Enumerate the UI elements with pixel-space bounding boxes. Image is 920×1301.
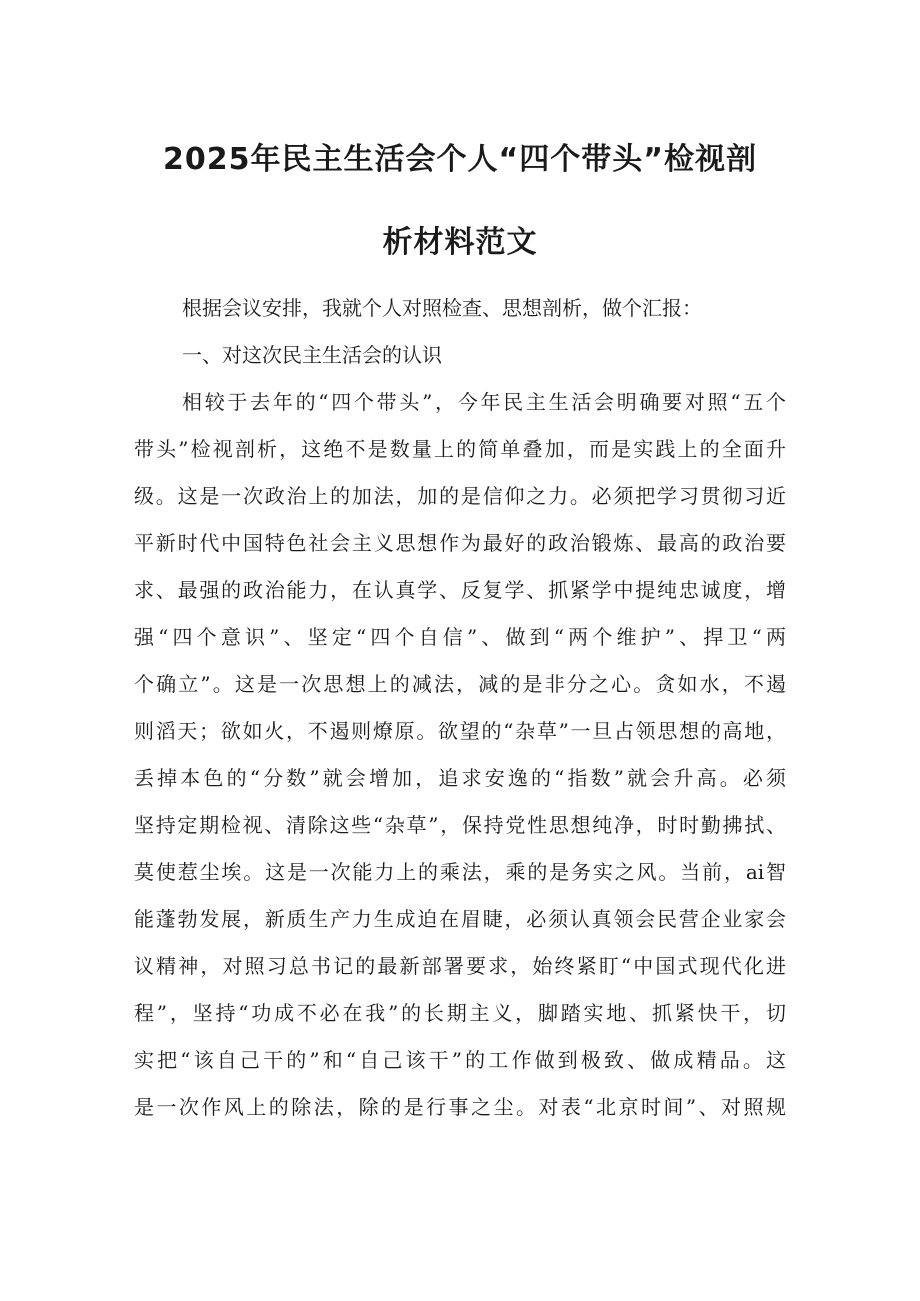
paragraph-line: 带头”检视剖析，这绝不是数量上的简单叠加，而是实践上的全面升 bbox=[134, 437, 786, 461]
paragraph-line: 则滔天；欲如火，不遏则燎原。欲望的“杂草”一旦占领思想的高地， bbox=[134, 719, 786, 743]
paragraph-line: 能蓬勃发展，新质生产力生成迫在眉睫，必须认真领会民营企业家会 bbox=[134, 907, 786, 931]
paragraph-line: 级。这是一次政治上的加法，加的是信仰之力。必须把学习贯彻习近 bbox=[134, 484, 786, 508]
paragraph-line: 个确立”。这是一次思想上的减法，减的是非分之心。贪如水，不遏 bbox=[134, 672, 786, 696]
paragraph-line: 议精神，对照习总书记的最新部署要求，始终紧盯“中国式现代化进 bbox=[134, 954, 786, 978]
paragraph-line: 相较于去年的“四个带头”，今年民主生活会明确要对照“五个 bbox=[182, 390, 786, 414]
document-title-line-1: 2025年民主生活会个人“四个带头”检视剖 bbox=[163, 142, 757, 177]
paragraph-line: 求、最强的政治能力，在认真学、反复学、抓紧学中提纯忠诚度，增 bbox=[134, 578, 786, 602]
paragraph-line: 实把“该自己干的”和“自己该干”的工作做到极致、做成精品。这 bbox=[134, 1048, 786, 1072]
section-heading: 一、对这次民主生活会的认识 bbox=[182, 343, 442, 367]
paragraph-line: 程”，坚持“功成不必在我”的长期主义，脚踏实地、抓紧快干，切 bbox=[134, 1001, 786, 1025]
intro-paragraph: 根据会议安排，我就个人对照检查、思想剖析，做个汇报： bbox=[182, 296, 702, 320]
paragraph-line: 强“四个意识”、坚定“四个自信”、做到“两个维护”、捍卫“两 bbox=[134, 625, 786, 649]
paragraph-line: 平新时代中国特色社会主义思想作为最好的政治锻炼、最高的政治要 bbox=[134, 531, 786, 555]
paragraph-line: 莫使惹尘埃。这是一次能力上的乘法，乘的是务实之风。当前，ai智 bbox=[134, 860, 786, 884]
paragraph-line: 丢掉本色的“分数”就会增加，追求安逸的“指数”就会升高。必须 bbox=[134, 766, 786, 790]
document-title-line-2: 析材料范文 bbox=[382, 225, 538, 260]
paragraph-line: 坚持定期检视、清除这些“杂草”，保持党性思想纯净，时时勤拂拭、 bbox=[134, 813, 786, 837]
paragraph-line: 是一次作风上的除法，除的是行事之尘。对表“北京时间”、对照规 bbox=[134, 1095, 786, 1119]
